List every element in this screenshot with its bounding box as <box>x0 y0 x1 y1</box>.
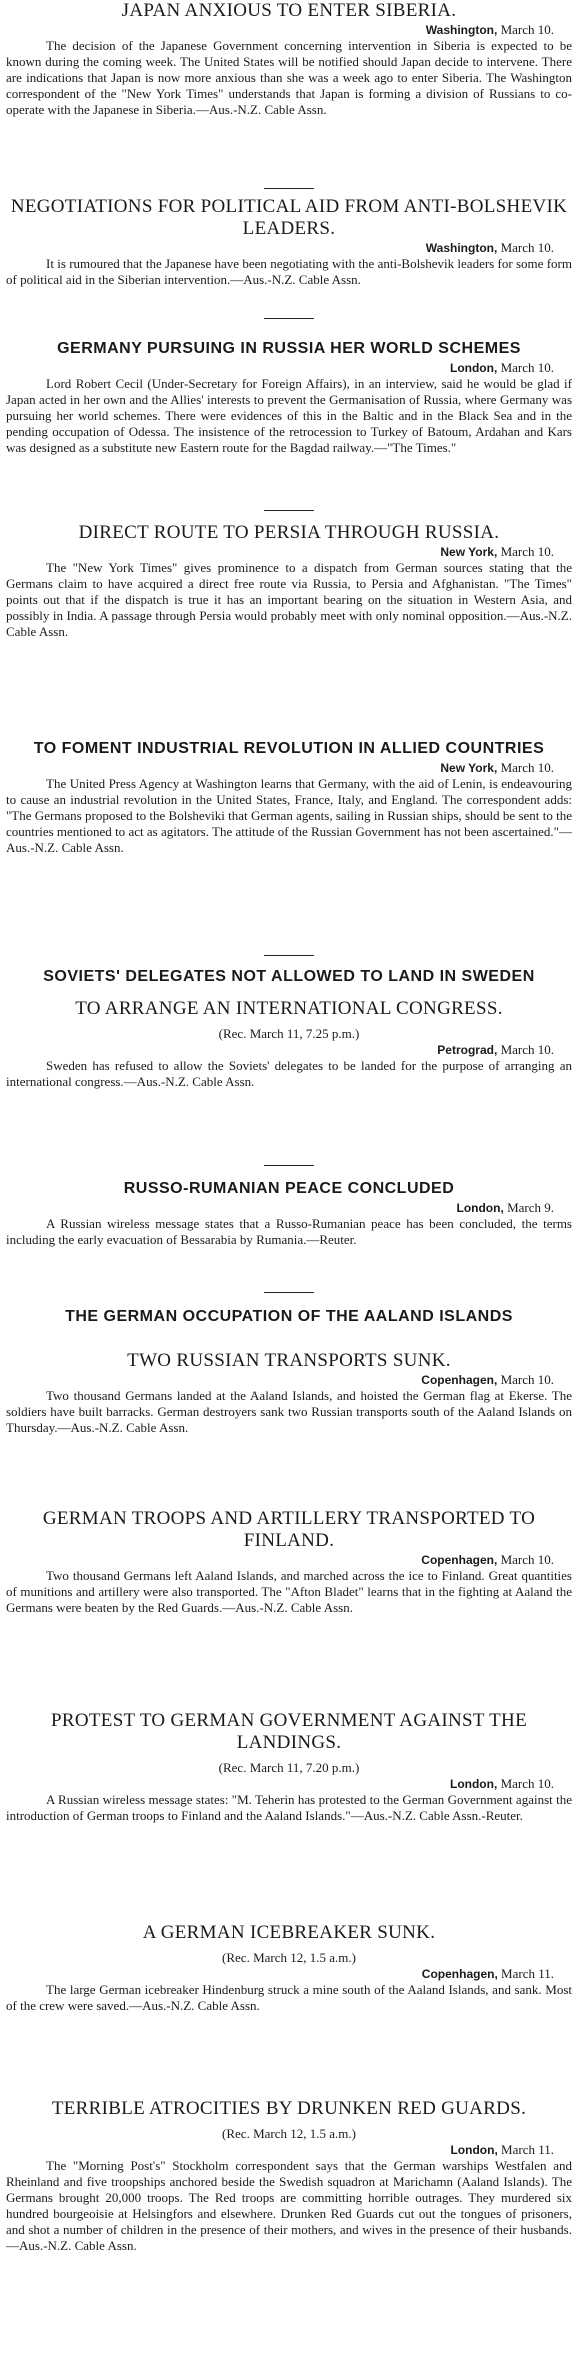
dateline-date: March 9. <box>507 1200 554 1215</box>
dateline-place: London, <box>450 2143 498 2157</box>
headline: TO FOMENT INDUSTRIAL REVOLUTION IN ALLIED COUNTRIES <box>33 740 545 757</box>
headline: GERMAN TROOPS AND ARTILLERY TRANSPORTED TO FINLAND. <box>42 1508 536 1551</box>
article-body: The "Morning Post's" Stockholm correspondent says that the German warships Westfalen and Rheinland and five troopships anchored beside the Swedish squadron at Marichamn (Aaland Islands). The Germans brought 20,000 troops. The Red troops are committing horrible outrages. They murdered six hundred bourgeoisie at Helsingfors and elsewhere. Drunken Red Guards cut out the tongues of prisoners, and shot a number of children in the presence of their mothers, and wives in the presence of their husbands.—Aus.-N.Z. Cable Assn. <box>6 2158 572 2253</box>
dateline <box>6 760 572 776</box>
dateline-place: New York, <box>440 545 498 559</box>
dateline <box>6 1200 572 1216</box>
dateline-place: Washington, <box>425 241 498 255</box>
received-time: (Rec. March 11, 7.20 p.m.) <box>218 1760 360 1775</box>
article-industrial-revolution <box>6 738 572 856</box>
dateline <box>6 1552 572 1568</box>
received-time: (Rec. March 12, 1.5 a.m.) <box>222 1950 356 1965</box>
dateline-place: London, <box>456 1201 504 1215</box>
article-political-aid <box>6 196 572 288</box>
dateline-place: London, <box>449 1777 498 1791</box>
headline: THE GERMAN OCCUPATION OF THE AALAND ISLANDS <box>65 1308 513 1325</box>
dateline-date: March 10. <box>500 760 554 775</box>
article-body: Two thousand Germans left Aaland Islands, and marched across the ice to Finland. Great quantities of munitions and artillery were also transported. The "Afton Bladet" learns that in the fighting at Aaland the Germans were beaten by the Red Guards.—Aus.-N.Z. Cable Assn. <box>6 1568 572 1615</box>
dateline <box>6 1042 572 1058</box>
divider <box>264 1292 314 1293</box>
dateline <box>6 1966 572 1982</box>
article-body: Two thousand Germans landed at the Aaland Islands, and hoisted the German flag at Ekerse. The soldiers have built barracks. German destroyers sank two Russian transports south of the Aaland Islands on Thursday.—Aus.-N.Z. Cable Assn. <box>6 1388 572 1435</box>
dateline-place: Copenhagen, <box>421 1967 498 1981</box>
divider <box>264 188 314 189</box>
headline: JAPAN ANXIOUS TO ENTER SIBERIA. <box>121 0 457 21</box>
article-body: Lord Robert Cecil (Under-Secretary for Foreign Affairs), in an interview, said he would be glad if Japan acted in her own and the Allies' interests to prevent the Germanisation of Russia, where Germany was pursuing her world schemes. There were evidences of this in the Baltic and in the Black Sea and in the pending occupation of Odessa. The insistence of the retrocession to Turkey of Batoum, Ardahan and Kars was designed as a substitute new Eastern route for the Bagdad railway.—"The Times." <box>6 376 572 455</box>
article-route-persia <box>6 522 572 640</box>
dateline <box>6 360 572 376</box>
article-body: The United Press Agency at Washington learns that Germany, with the aid of Lenin, is endeavouring to cause an industrial revolution in the United States, France, Italy, and England. The correspondent adds: "The Germans proposed to the Bolsheviki that German agents, sailing in Russian ships, should be sent to the countries mentioned to act as agitators. The attitude of the Russian Government has not been ascertained."—Aus.-N.Z. Cable Assn. <box>6 776 572 855</box>
divider <box>264 1165 314 1166</box>
dateline <box>6 1776 572 1792</box>
article-soviets-sweden <box>6 966 572 1090</box>
divider <box>264 318 314 319</box>
headline: TERRIBLE ATROCITIES BY DRUNKEN RED GUARDS. <box>51 2098 527 2119</box>
article-body: The "New York Times" gives prominence to a dispatch from German sources stating that the Germans claim to have acquired a direct free route via Russia, to Persia and Afghanistan. "The Times" points out that if the dispatch is true it has an important bearing on the situation in Western Asia, and possibly in India. A passage through Persia would probably meet with only nominal opposition.—Aus.-N.Z. Cable Assn. <box>6 560 572 639</box>
article-body: It is rumoured that the Japanese have been negotiating with the anti-Bolshevik leaders for some form of political aid in the Siberian intervention.—Aus.-N.Z. Cable Assn. <box>6 256 572 287</box>
divider <box>264 955 314 956</box>
received-time: (Rec. March 12, 1.5 a.m.) <box>222 2126 356 2141</box>
article-body: Sweden has refused to allow the Soviets' delegates to be landed for the purpose of arranging an international congress.—Aus.-N.Z. Cable Assn. <box>6 1058 572 1089</box>
article-icebreaker-sunk <box>6 1922 572 2014</box>
dateline <box>6 240 572 256</box>
article-japan-siberia <box>6 0 572 118</box>
dateline <box>6 22 572 38</box>
dateline-date: March 10. <box>500 544 554 559</box>
dateline <box>6 2142 572 2158</box>
dateline-date: March 11. <box>501 2142 554 2157</box>
dateline-date: March 10. <box>500 1776 554 1791</box>
divider <box>264 510 314 511</box>
article-protest-landings <box>6 1710 572 1824</box>
article-body: A Russian wireless message states: "M. Teherin has protested to the German Government against the introduction of German troops to Finland and the Aaland Islands."—Aus.-N.Z. Cable Assn.-Reuter. <box>6 1792 572 1823</box>
headline: GERMANY PURSUING IN RUSSIA HER WORLD SCHEMES <box>57 340 521 357</box>
article-body: A Russian wireless message states that a Russo-Rumanian peace has been concluded, the terms including the early evacuation of Bessarabia by Rumania.—Reuter. <box>6 1216 572 1247</box>
article-body: The decision of the Japanese Government concerning intervention in Siberia is expected to be known during the coming week. The United States will be notified should Japan decide to intervene. There are indications that Japan is now more anxious than she was a week ago to enter Siberia. The Washington correspondent of the "New York Times" understands that Japan is forming a division of Russians to co-operate with the Japanese in Siberia.—Aus.-N.Z. Cable Assn. <box>6 38 572 117</box>
dateline-date: March 10. <box>500 22 554 37</box>
dateline-date: March 10. <box>500 240 554 255</box>
received-time: (Rec. March 11, 7.25 p.m.) <box>218 1026 360 1041</box>
headline: SOVIETS' DELEGATES NOT ALLOWED TO LAND IN SWEDEN <box>43 968 535 985</box>
article-aaland-occupation <box>6 1306 572 1436</box>
dateline-date: March 10. <box>500 1372 554 1387</box>
headline: A GERMAN ICEBREAKER SUNK. <box>142 1922 436 1943</box>
headline: DIRECT ROUTE TO PERSIA THROUGH RUSSIA. <box>78 522 500 543</box>
dateline-date: March 10. <box>500 360 554 375</box>
dateline-place: Petrograd, <box>437 1043 498 1057</box>
headline: NEGOTIATIONS FOR POLITICAL AID FROM ANTI-BOLSHEVIK LEADERS. <box>10 196 568 239</box>
dateline-place: London, <box>449 361 498 375</box>
dateline <box>6 1372 572 1388</box>
article-germany-world-schemes <box>6 338 572 456</box>
dateline-place: New York, <box>440 761 498 775</box>
dateline-place: Washington, <box>425 23 498 37</box>
headline: RUSSO-RUMANIAN PEACE CONCLUDED <box>123 1180 455 1197</box>
article-russo-rumanian <box>6 1178 572 1248</box>
headline: PROTEST TO GERMAN GOVERNMENT AGAINST THE LANDINGS. <box>51 1710 527 1753</box>
subheadline: TWO RUSSIAN TRANSPORTS SUNK. <box>127 1350 451 1371</box>
dateline-place: Copenhagen, <box>421 1553 498 1567</box>
subheadline: TO ARRANGE AN INTERNATIONAL CONGRESS. <box>75 998 503 1019</box>
article-red-guards-atrocities <box>6 2098 572 2254</box>
article-body: The large German icebreaker Hindenburg struck a mine south of the Aaland Islands, and sank. Most of the crew were saved.—Aus.-N.Z. Cable Assn. <box>6 1982 572 2013</box>
dateline-date: March 10. <box>500 1552 554 1567</box>
dateline-date: March 11. <box>501 1966 554 1981</box>
article-troops-finland <box>6 1508 572 1616</box>
dateline <box>6 544 572 560</box>
dateline-place: Copenhagen, <box>421 1373 498 1387</box>
dateline-date: March 10. <box>500 1042 554 1057</box>
